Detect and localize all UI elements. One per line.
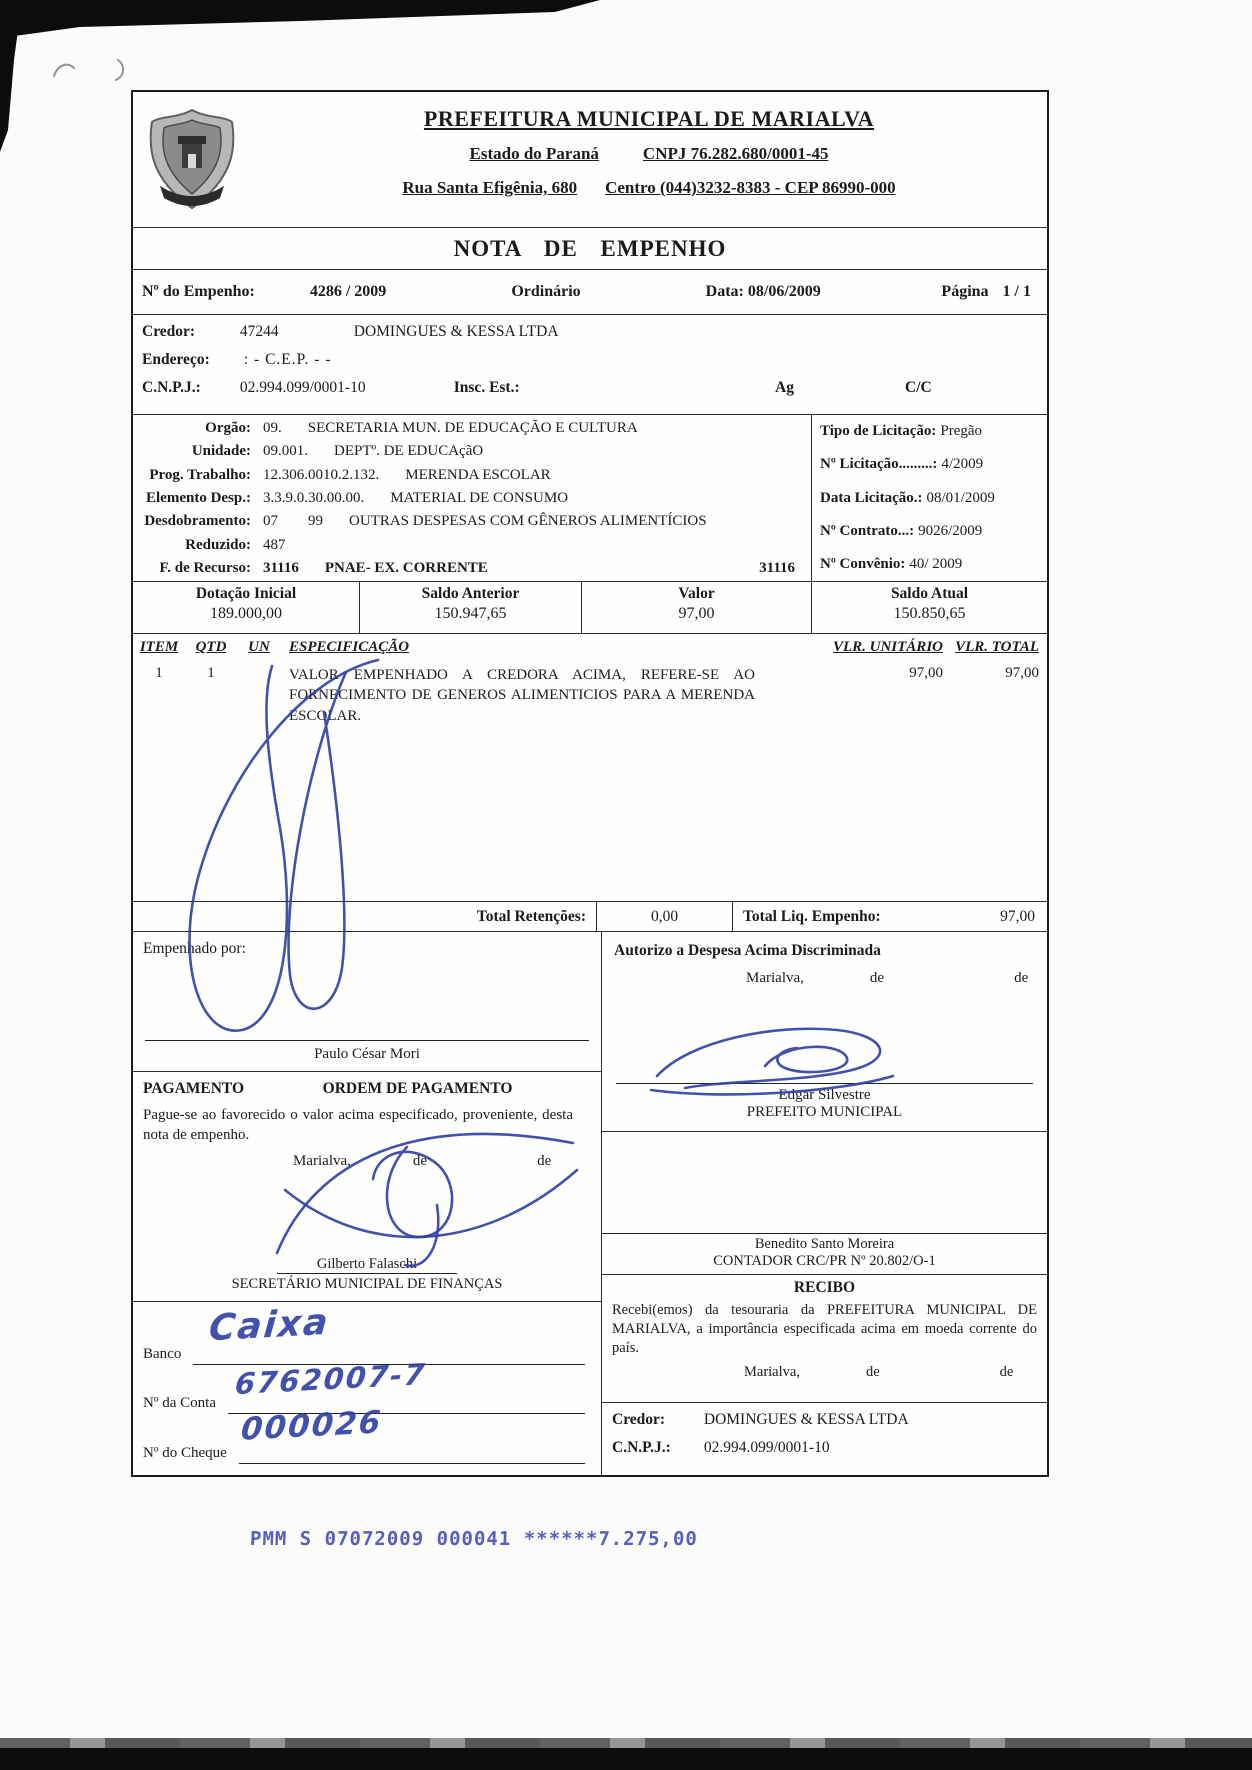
banco-row bbox=[143, 1301, 591, 1365]
empenhado-name: Paulo César Mori bbox=[314, 1046, 420, 1062]
city-name: Marialva, bbox=[746, 970, 804, 986]
date-value: 08/06/2009 bbox=[747, 283, 821, 300]
un-col-header: UN bbox=[248, 639, 270, 655]
state-registration-label: Insc. Est.: bbox=[453, 379, 520, 396]
recibo-section bbox=[602, 1275, 1047, 1403]
total-col-header: VLR. TOTAL bbox=[955, 639, 1039, 655]
empenho-date bbox=[706, 283, 821, 301]
creditor-name: DOMINGUES & KESSA LTDA bbox=[353, 323, 559, 340]
tipo-licitacao-value: Pregão bbox=[940, 423, 983, 439]
totals-row bbox=[133, 901, 1047, 932]
prog-trabalho-code: 12.306.0010.2.132. bbox=[263, 466, 380, 483]
autorizo-city-row bbox=[614, 970, 1035, 987]
unidade-desc: DEPTº. DE EDUCAçãO bbox=[334, 443, 484, 460]
de-word: de bbox=[537, 1153, 552, 1169]
conta-handwriting: 6762007-7 bbox=[233, 1357, 428, 1402]
prog-trabalho-desc: MERENDA ESCOLAR bbox=[405, 466, 551, 483]
nota-de-empenho-form bbox=[131, 90, 1049, 1477]
scan-bottom-edge bbox=[0, 1748, 1252, 1770]
de-word: de bbox=[869, 970, 885, 986]
recibo-cnpj-label: C.N.P.J.: bbox=[612, 1439, 671, 1456]
saldo-atual-cell bbox=[812, 582, 1047, 633]
cheque-label: Nº do Cheque bbox=[143, 1445, 227, 1462]
reduzido-label: Reduzido: bbox=[185, 536, 251, 553]
num-convenio-row bbox=[820, 556, 1041, 573]
pagamento-titles bbox=[143, 1080, 591, 1098]
liq-empenho-value: 97,00 bbox=[1000, 907, 1035, 925]
unidade-code: 09.001. bbox=[263, 443, 308, 460]
orgao-label: Orgão: bbox=[205, 420, 251, 436]
num-contrato-value: 9026/2009 bbox=[918, 522, 983, 539]
pagamento-text: Pague-se ao favorecido o valor acima especificado, proveniente, desta nota de empenho. bbox=[143, 1107, 573, 1143]
valor-cell bbox=[582, 582, 812, 633]
num-contrato-label: Nº Contrato...: bbox=[820, 522, 915, 539]
empenho-number-row bbox=[133, 270, 1047, 315]
saldo-anterior-value: 150.947,65 bbox=[434, 605, 507, 622]
orgao-code: 09. bbox=[263, 420, 282, 436]
recibo-text: Recebi(emos) da tesouraria da PREFEITURA MUNICIPAL DE MARIALVA, a importância especificada acima em moeda corrente do país. bbox=[612, 1302, 1037, 1356]
de-word: de bbox=[412, 1153, 428, 1169]
page-indicator bbox=[941, 283, 1031, 301]
item-qty: 1 bbox=[207, 665, 215, 681]
empenho-type: Ordinário bbox=[511, 283, 581, 300]
autorizo-section bbox=[602, 932, 1047, 1132]
orgao-desc: SECRETARIA MUN. DE EDUCAÇÃO E CULTURA bbox=[307, 420, 638, 436]
bank-section bbox=[133, 1302, 601, 1477]
qtd-col-header: QTD bbox=[195, 639, 227, 655]
scan-bottom-gray-strip bbox=[0, 1738, 1252, 1748]
fonte-recurso-code: 31116 bbox=[263, 559, 299, 576]
cnpj-field-label: C.N.P.J.: bbox=[142, 379, 201, 396]
date-label: Data: bbox=[705, 283, 744, 300]
desdobramento-label: Desdobramento: bbox=[144, 513, 251, 530]
ordem-pagamento-title: ORDEM DE PAGAMENTO bbox=[322, 1080, 513, 1097]
items-table-header bbox=[133, 634, 1047, 661]
elemento-desp-desc: MATERIAL DE CONSUMO bbox=[390, 489, 569, 506]
cheque-row bbox=[143, 1404, 591, 1464]
prog-trabalho-row bbox=[133, 467, 811, 484]
account-label: C/C bbox=[905, 379, 932, 396]
unidade-label: Unidade: bbox=[191, 443, 251, 460]
contador-name: Benedito Santo Moreira bbox=[754, 1236, 895, 1252]
empenho-number-label: Nº do Empenho: bbox=[142, 283, 255, 300]
valor-value: 97,00 bbox=[678, 605, 715, 622]
conta-label: Nº da Conta bbox=[143, 1395, 216, 1412]
scan-edge-artifact bbox=[0, 0, 640, 160]
secretario-title: SECRETÁRIO MUNICIPAL DE FINANÇAS bbox=[231, 1276, 503, 1292]
creditor-code: 47244 bbox=[239, 323, 279, 340]
cheque-line bbox=[239, 1463, 585, 1464]
municipality-title: PREFEITURA MUNICIPAL DE MARIALVA bbox=[423, 106, 875, 131]
autorizo-title: Autorizo a Despesa Acima Discriminada bbox=[614, 942, 881, 959]
elemento-desp-row bbox=[133, 490, 811, 507]
cnpj-value: 02.994.099/0001-10 bbox=[239, 379, 366, 396]
licitacao-column bbox=[811, 415, 1047, 581]
data-licitacao-row bbox=[820, 490, 1041, 507]
recibo-creditor-block bbox=[602, 1403, 1047, 1477]
balance-table bbox=[133, 582, 1047, 634]
cnpj-row bbox=[133, 379, 1047, 407]
address-label: Endereço: bbox=[142, 351, 210, 368]
address-contact: Centro (044)3232-8383 - CEP 86990-000 bbox=[605, 178, 896, 197]
desdobramento-code2: 99 bbox=[308, 513, 323, 530]
recibo-cnpj-value: 02.994.099/0001-10 bbox=[703, 1439, 830, 1456]
prefeito-name: Edgar Silvestre bbox=[778, 1087, 871, 1103]
item-col-header: ITEM bbox=[139, 639, 179, 655]
saldo-atual-value: 150.850,65 bbox=[893, 605, 966, 622]
fonte-recurso-label: F. de Recurso: bbox=[159, 559, 251, 576]
right-signature-column bbox=[602, 932, 1047, 1477]
dotacao-inicial-cell bbox=[133, 582, 360, 633]
de-word: de bbox=[999, 1363, 1014, 1380]
desdobramento-row bbox=[133, 513, 811, 530]
state-label: Estado do Paraná bbox=[469, 144, 599, 163]
num-licitacao-row bbox=[820, 456, 1041, 473]
street-address: Rua Santa Efigênia, 680 bbox=[402, 178, 578, 197]
creditor-row bbox=[133, 323, 1047, 351]
recibo-creditor-row bbox=[612, 1411, 1037, 1439]
saldo-anterior-header: Saldo Anterior bbox=[421, 585, 520, 602]
tipo-licitacao-row bbox=[820, 423, 1041, 440]
fonte-recurso-desc: PNAE- EX. CORRENTE bbox=[324, 559, 488, 576]
empenhado-section bbox=[133, 932, 601, 1072]
saldo-anterior-cell bbox=[360, 582, 582, 633]
item-description: VALOR EMPENHADO A CREDORA ACIMA, REFERE-SE AO FORNECIMENTO DE GENEROS ALIMENTICIOS PARA A MERENDA ESCOLAR. bbox=[289, 667, 755, 724]
signatures-area bbox=[133, 932, 1047, 1477]
num-licitacao-label: Nº Licitação.........: bbox=[820, 456, 938, 473]
desdobramento-desc: OUTRAS DESPESAS COM GÊNEROS ALIMENTÍCIOS bbox=[349, 513, 707, 530]
pagamento-section bbox=[133, 1072, 601, 1302]
reduzido-code: 487 bbox=[263, 536, 286, 553]
elemento-desp-code: 3.3.9.0.30.00.00. bbox=[263, 489, 365, 506]
de-word: de bbox=[1014, 970, 1029, 986]
items-table-body bbox=[133, 661, 1047, 901]
banco-handwriting: Caixa bbox=[207, 1301, 332, 1350]
de-word: de bbox=[865, 1363, 880, 1380]
budget-left bbox=[133, 415, 811, 581]
recibo-creditor-label: Credor: bbox=[612, 1411, 666, 1428]
address-line bbox=[251, 178, 1047, 198]
secretario-name: Gilberto Falaschi bbox=[277, 1256, 457, 1274]
cheque-handwriting: 000026 bbox=[239, 1404, 384, 1448]
agency-label: Ag bbox=[775, 379, 794, 396]
page-value: 1 / 1 bbox=[1002, 283, 1031, 300]
empenhado-label: Empenhado por: bbox=[143, 940, 246, 957]
address-value: : - C.E.P. - - bbox=[243, 351, 332, 368]
retencoes-value: 0,00 bbox=[597, 902, 733, 931]
orgao-row bbox=[133, 420, 811, 437]
prefeito-title: PREFEITO MUNICIPAL bbox=[746, 1104, 903, 1120]
prog-trabalho-label: Prog. Trabalho: bbox=[149, 466, 251, 483]
contador-title: CONTADOR CRC/PR Nº 20.802/O-1 bbox=[713, 1253, 936, 1269]
recibo-creditor-name: DOMINGUES & KESSA LTDA bbox=[703, 1411, 909, 1428]
item-total-price: 97,00 bbox=[1005, 665, 1039, 681]
city-name: Marialva, bbox=[293, 1153, 351, 1169]
creditor-block bbox=[133, 315, 1047, 415]
data-licitacao-label: Data Licitação.: bbox=[820, 489, 923, 506]
reduzido-row bbox=[133, 537, 811, 554]
num-convenio-value: 40/ 2009 bbox=[909, 556, 963, 572]
contador-name-block bbox=[602, 1233, 1047, 1274]
liq-empenho-label: Total Liq. Empenho: bbox=[743, 907, 881, 925]
recibo-title: RECIBO bbox=[793, 1279, 856, 1296]
left-signature-column bbox=[133, 932, 602, 1477]
creditor-label: Credor: bbox=[142, 323, 196, 340]
prefeito-name-block bbox=[614, 1083, 1035, 1121]
page-label: Página bbox=[941, 283, 989, 300]
item-number: 1 bbox=[155, 665, 163, 681]
data-licitacao-value: 08/01/2009 bbox=[926, 489, 995, 506]
recibo-city-row bbox=[612, 1364, 1037, 1381]
dotacao-inicial-header: Dotação Inicial bbox=[195, 585, 297, 602]
espec-col-header: ESPECIFICAÇÃO bbox=[289, 639, 410, 655]
city-name: Marialva, bbox=[744, 1363, 800, 1380]
pagamento-title: PAGAMENTO bbox=[143, 1080, 245, 1097]
budget-classification-block bbox=[133, 415, 1047, 582]
recibo-cnpj-row bbox=[612, 1439, 1037, 1467]
secretario-name-block bbox=[143, 1256, 591, 1293]
banco-label: Banco bbox=[143, 1345, 182, 1362]
num-contrato-row bbox=[820, 523, 1041, 540]
valor-header: Valor bbox=[678, 585, 715, 602]
item-unit-price: 97,00 bbox=[909, 665, 943, 681]
cnpj-label: CNPJ 76.282.680/0001-45 bbox=[642, 144, 829, 163]
empenhado-signature-line bbox=[145, 1040, 589, 1041]
contador-section bbox=[602, 1132, 1047, 1275]
elemento-desp-label: Elemento Desp.: bbox=[146, 489, 251, 506]
fonte-recurso-extra: 31116 bbox=[759, 559, 795, 576]
dot-matrix-stamp: PMM S 07072009 000041 ******7.275,00 bbox=[249, 1528, 699, 1550]
fonte-recurso-row bbox=[133, 560, 811, 577]
address-row bbox=[133, 351, 1047, 379]
retencoes-label: Total Retenções: bbox=[133, 902, 597, 931]
tipo-licitacao-label: Tipo de Licitação: bbox=[820, 423, 937, 439]
dotacao-inicial-value: 189.000,00 bbox=[210, 605, 282, 622]
prefeito-signature-line bbox=[616, 1083, 1033, 1084]
num-licitacao-value: 4/2009 bbox=[941, 456, 984, 473]
unit-col-header: VLR. UNITÁRIO bbox=[832, 639, 943, 655]
saldo-atual-header: Saldo Atual bbox=[890, 585, 969, 602]
pagamento-city-row bbox=[143, 1153, 591, 1170]
num-convenio-label: Nº Convênio: bbox=[820, 556, 906, 572]
document-title: NOTA DE EMPENHO bbox=[133, 228, 1047, 270]
empenho-number-value: 4286 / 2009 bbox=[309, 283, 387, 300]
unidade-row bbox=[133, 443, 811, 460]
desdobramento-code: 07 bbox=[263, 513, 278, 530]
